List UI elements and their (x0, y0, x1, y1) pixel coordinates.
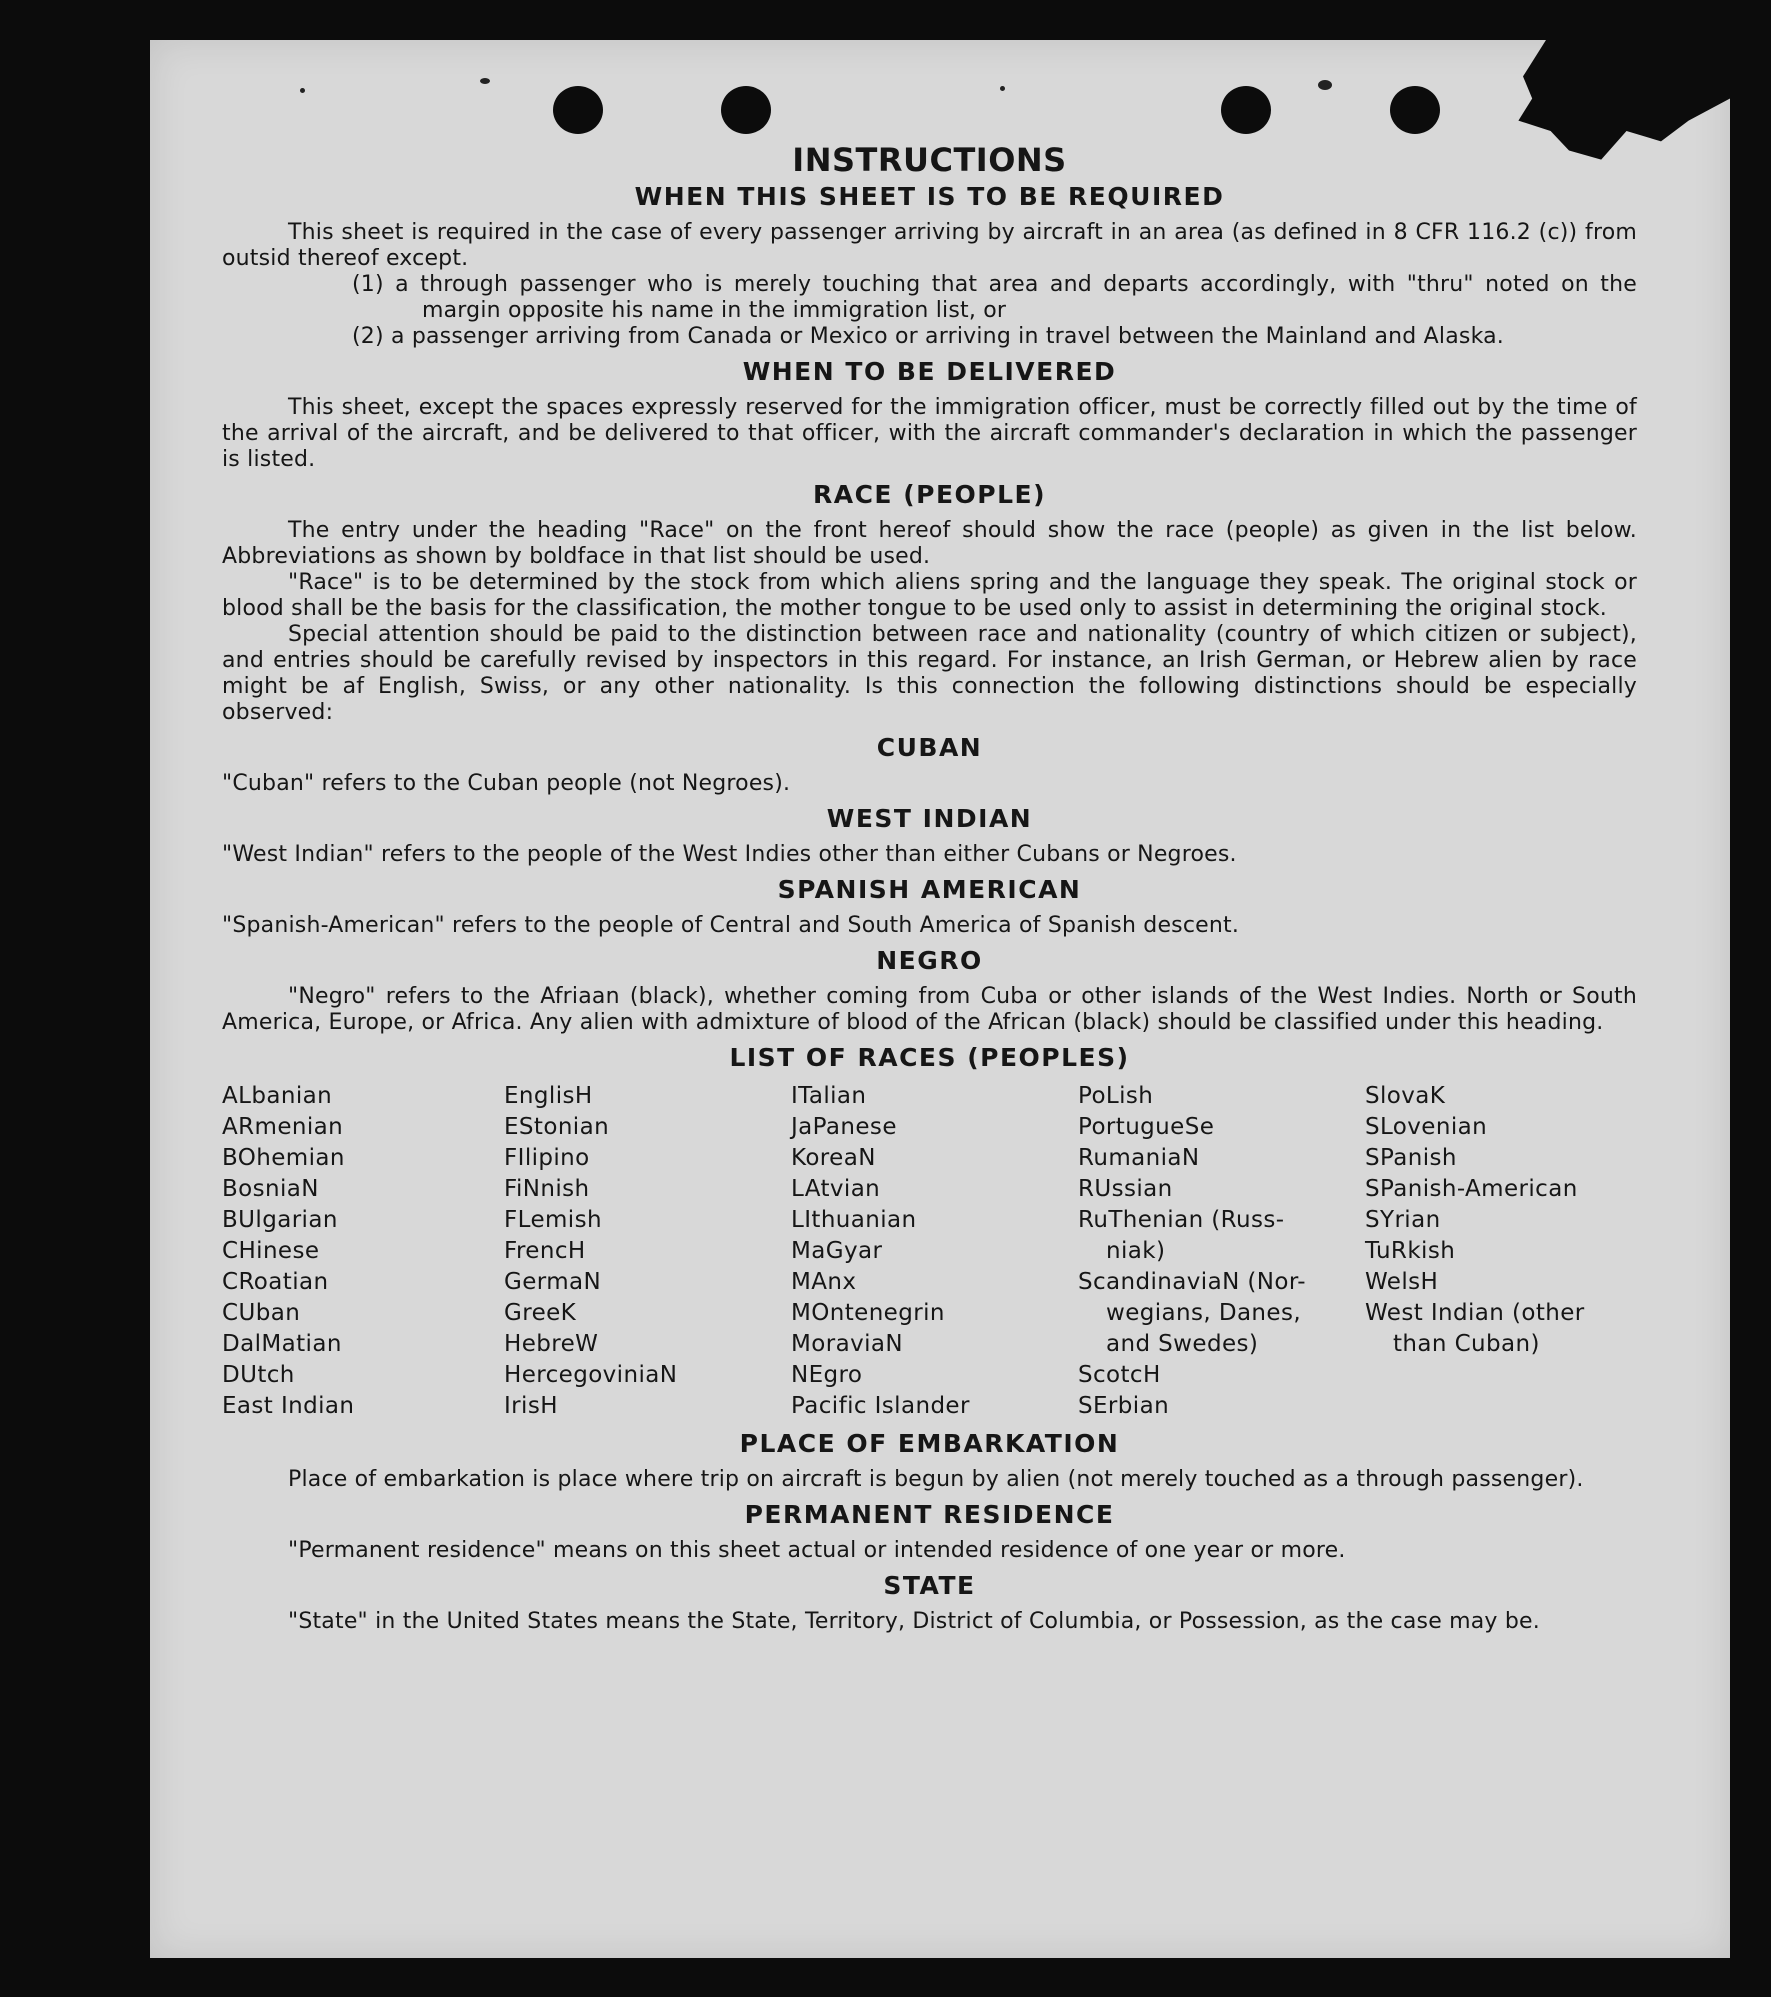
heading-negro: NEGRO (876, 946, 983, 975)
race-column (1078, 1081, 1365, 1422)
heading-when-delivered: WHEN TO BE DELIVERED (742, 357, 1117, 386)
race-item: RUssian (1078, 1176, 1173, 1202)
race-column (222, 1081, 504, 1422)
race-item: PortugueSe (1078, 1114, 1215, 1140)
cuban-definition: "Cuban" refers to the Cuban people (not Negroes). (222, 771, 791, 796)
race-item: EnglisH (504, 1083, 593, 1109)
race-item: MOntenegrin (791, 1300, 945, 1326)
race-item: FIlipino (504, 1145, 590, 1171)
race-item: SlovaK (1365, 1083, 1446, 1109)
race-item: niak) (1106, 1238, 1166, 1264)
race-item: IrisH (504, 1393, 558, 1419)
exception-item-1: (1) a through passenger who is merely touching that area and departs accordingly, with "thru" noted on the margin opposite his name in the immigration list, or (352, 272, 1637, 323)
when-delivered-text: This sheet, except the spaces expressly reserved for the immigration officer, must be correctly filled out by the time of the arrival of the aircraft, and be delivered to that officer, with the aircraft commander's declaration in which the passenger is listed. (222, 395, 1637, 472)
race-item: ALbanian (222, 1083, 333, 1109)
race-item: BOhemian (222, 1145, 345, 1171)
race-item: BUlgarian (222, 1207, 338, 1233)
page-title: INSTRUCTIONS (792, 141, 1067, 179)
race-item: FiNnish (504, 1176, 590, 1202)
race-item: MAnx (791, 1269, 857, 1295)
race-item: RuThenian (Russ- (1078, 1207, 1285, 1233)
race-item: DUtch (222, 1362, 295, 1388)
race-item: SPanish-American (1365, 1176, 1578, 1202)
ink-speck (300, 88, 305, 93)
heading-spanish-american: SPANISH AMERICAN (777, 875, 1082, 904)
race-item: TuRkish (1365, 1238, 1456, 1264)
race-column (1365, 1081, 1637, 1422)
race-item: ITalian (791, 1083, 867, 1109)
race-item: DalMatian (222, 1331, 342, 1357)
race-item: CRoatian (222, 1269, 329, 1295)
race-item: ScotcH (1078, 1362, 1161, 1388)
exception-item-2: (2) a passenger arriving from Canada or Mexico or arriving in travel between the Mainland and Alaska. (352, 324, 1504, 349)
punch-hole (721, 86, 771, 134)
residence-definition: "Permanent residence" means on this sheet actual or intended residence of one year or more. (288, 1538, 1346, 1563)
race-item: ARmenian (222, 1114, 344, 1140)
race-item: MoraviaN (791, 1331, 903, 1357)
race-item: RumaniaN (1078, 1145, 1200, 1171)
heading-permanent-residence: PERMANENT RESIDENCE (744, 1500, 1115, 1529)
ink-speck (1000, 86, 1005, 91)
embarkation-definition: Place of embarkation is place where trip on aircraft is begun by alien (not merely touched as a through passenger). (288, 1467, 1584, 1492)
heading-cuban: CUBAN (876, 733, 983, 762)
race-item: LAtvian (791, 1176, 881, 1202)
ink-speck (1318, 80, 1332, 90)
race-item: ScandinaviaN (Nor- (1078, 1269, 1306, 1295)
instructions-content (222, 140, 1637, 1635)
race-item: PoLish (1078, 1083, 1154, 1109)
race-item: SLovenian (1365, 1114, 1488, 1140)
punch-hole (553, 86, 603, 134)
race-list (222, 1081, 1637, 1422)
race-item: SErbian (1078, 1393, 1170, 1419)
race-item: FLemish (504, 1207, 602, 1233)
heading-west-indian: WEST INDIAN (826, 804, 1033, 833)
race-item: Pacific Islander (791, 1393, 970, 1419)
race-item: GreeK (504, 1300, 577, 1326)
race-item: West Indian (other (1365, 1300, 1585, 1326)
race-paragraph-3: Special attention should be paid to the distinction between race and nationality (country of which citizen or subject), and entries should be carefully revised by inspectors in this regard. For instance, an Irish German, or Hebrew alien by race might be af English, Swiss, or any other nationality. Is this connection the following distinctions should be especially observed: (222, 622, 1637, 725)
race-item: wegians, Danes, (1106, 1300, 1302, 1326)
race-item: FrencH (504, 1238, 586, 1264)
document-sheet (150, 40, 1730, 1958)
race-item: SPanish (1365, 1145, 1457, 1171)
heading-race: RACE (PEOPLE) (812, 480, 1047, 509)
race-item: EStonian (504, 1114, 610, 1140)
race-item: NEgro (791, 1362, 863, 1388)
west-indian-definition: "West Indian" refers to the people of the West Indies other than either Cubans or Negroes. (222, 842, 1237, 867)
heading-list-of-races: LIST OF RACES (PEOPLES) (729, 1043, 1130, 1072)
heading-place-of-embarkation: PLACE OF EMBARKATION (739, 1429, 1120, 1458)
state-definition: "State" in the United States means the State, Territory, District of Columbia, or Possession, as the case may be. (288, 1609, 1540, 1634)
race-item: and Swedes) (1106, 1331, 1259, 1357)
race-item: GermaN (504, 1269, 602, 1295)
race-item: CUban (222, 1300, 301, 1326)
race-item: KoreaN (791, 1145, 876, 1171)
race-item: BosniaN (222, 1176, 319, 1202)
punch-hole (1390, 86, 1440, 134)
race-item: SYrian (1365, 1207, 1441, 1233)
race-paragraph-1: The entry under the heading "Race" on the front hereof should show the race (people) as given in the list below. Abbreviations as shown by boldface in that list should be used. (222, 518, 1637, 569)
race-item: MaGyar (791, 1238, 883, 1264)
race-item: WelsH (1365, 1269, 1439, 1295)
race-item: HercegoviniaN (504, 1362, 678, 1388)
race-item: CHinese (222, 1238, 320, 1264)
race-item: than Cuban) (1393, 1331, 1540, 1357)
punch-hole (1221, 86, 1271, 134)
when-required-intro: This sheet is required in the case of every passenger arriving by aircraft in an area (as defined in 8 CFR 116.2 (c)) from outsid thereof except. (222, 220, 1637, 271)
negro-definition: "Negro" refers to the Afriaan (black), whether coming from Cuba or other islands of the West Indies. North or South America, Europe, or Africa. Any alien with admixture of blood of the African (black) should be classified under this heading. (222, 984, 1637, 1035)
race-paragraph-2: "Race" is to be determined by the stock from which aliens spring and the language they speak. The original stock or blood shall be the basis for the classification, the mother tongue to be used only to assist in determining the original stock. (222, 570, 1637, 621)
heading-when-required: WHEN THIS SHEET IS TO BE REQUIRED (634, 182, 1225, 211)
race-item: East Indian (222, 1393, 355, 1419)
race-column (504, 1081, 791, 1422)
ink-speck (480, 78, 490, 84)
race-item: JaPanese (791, 1114, 897, 1140)
spanish-american-definition: "Spanish-American" refers to the people of Central and South America of Spanish descent. (222, 913, 1240, 938)
race-item: LIthuanian (791, 1207, 917, 1233)
heading-state: STATE (883, 1571, 976, 1600)
race-item: HebreW (504, 1331, 599, 1357)
race-column (791, 1081, 1078, 1422)
